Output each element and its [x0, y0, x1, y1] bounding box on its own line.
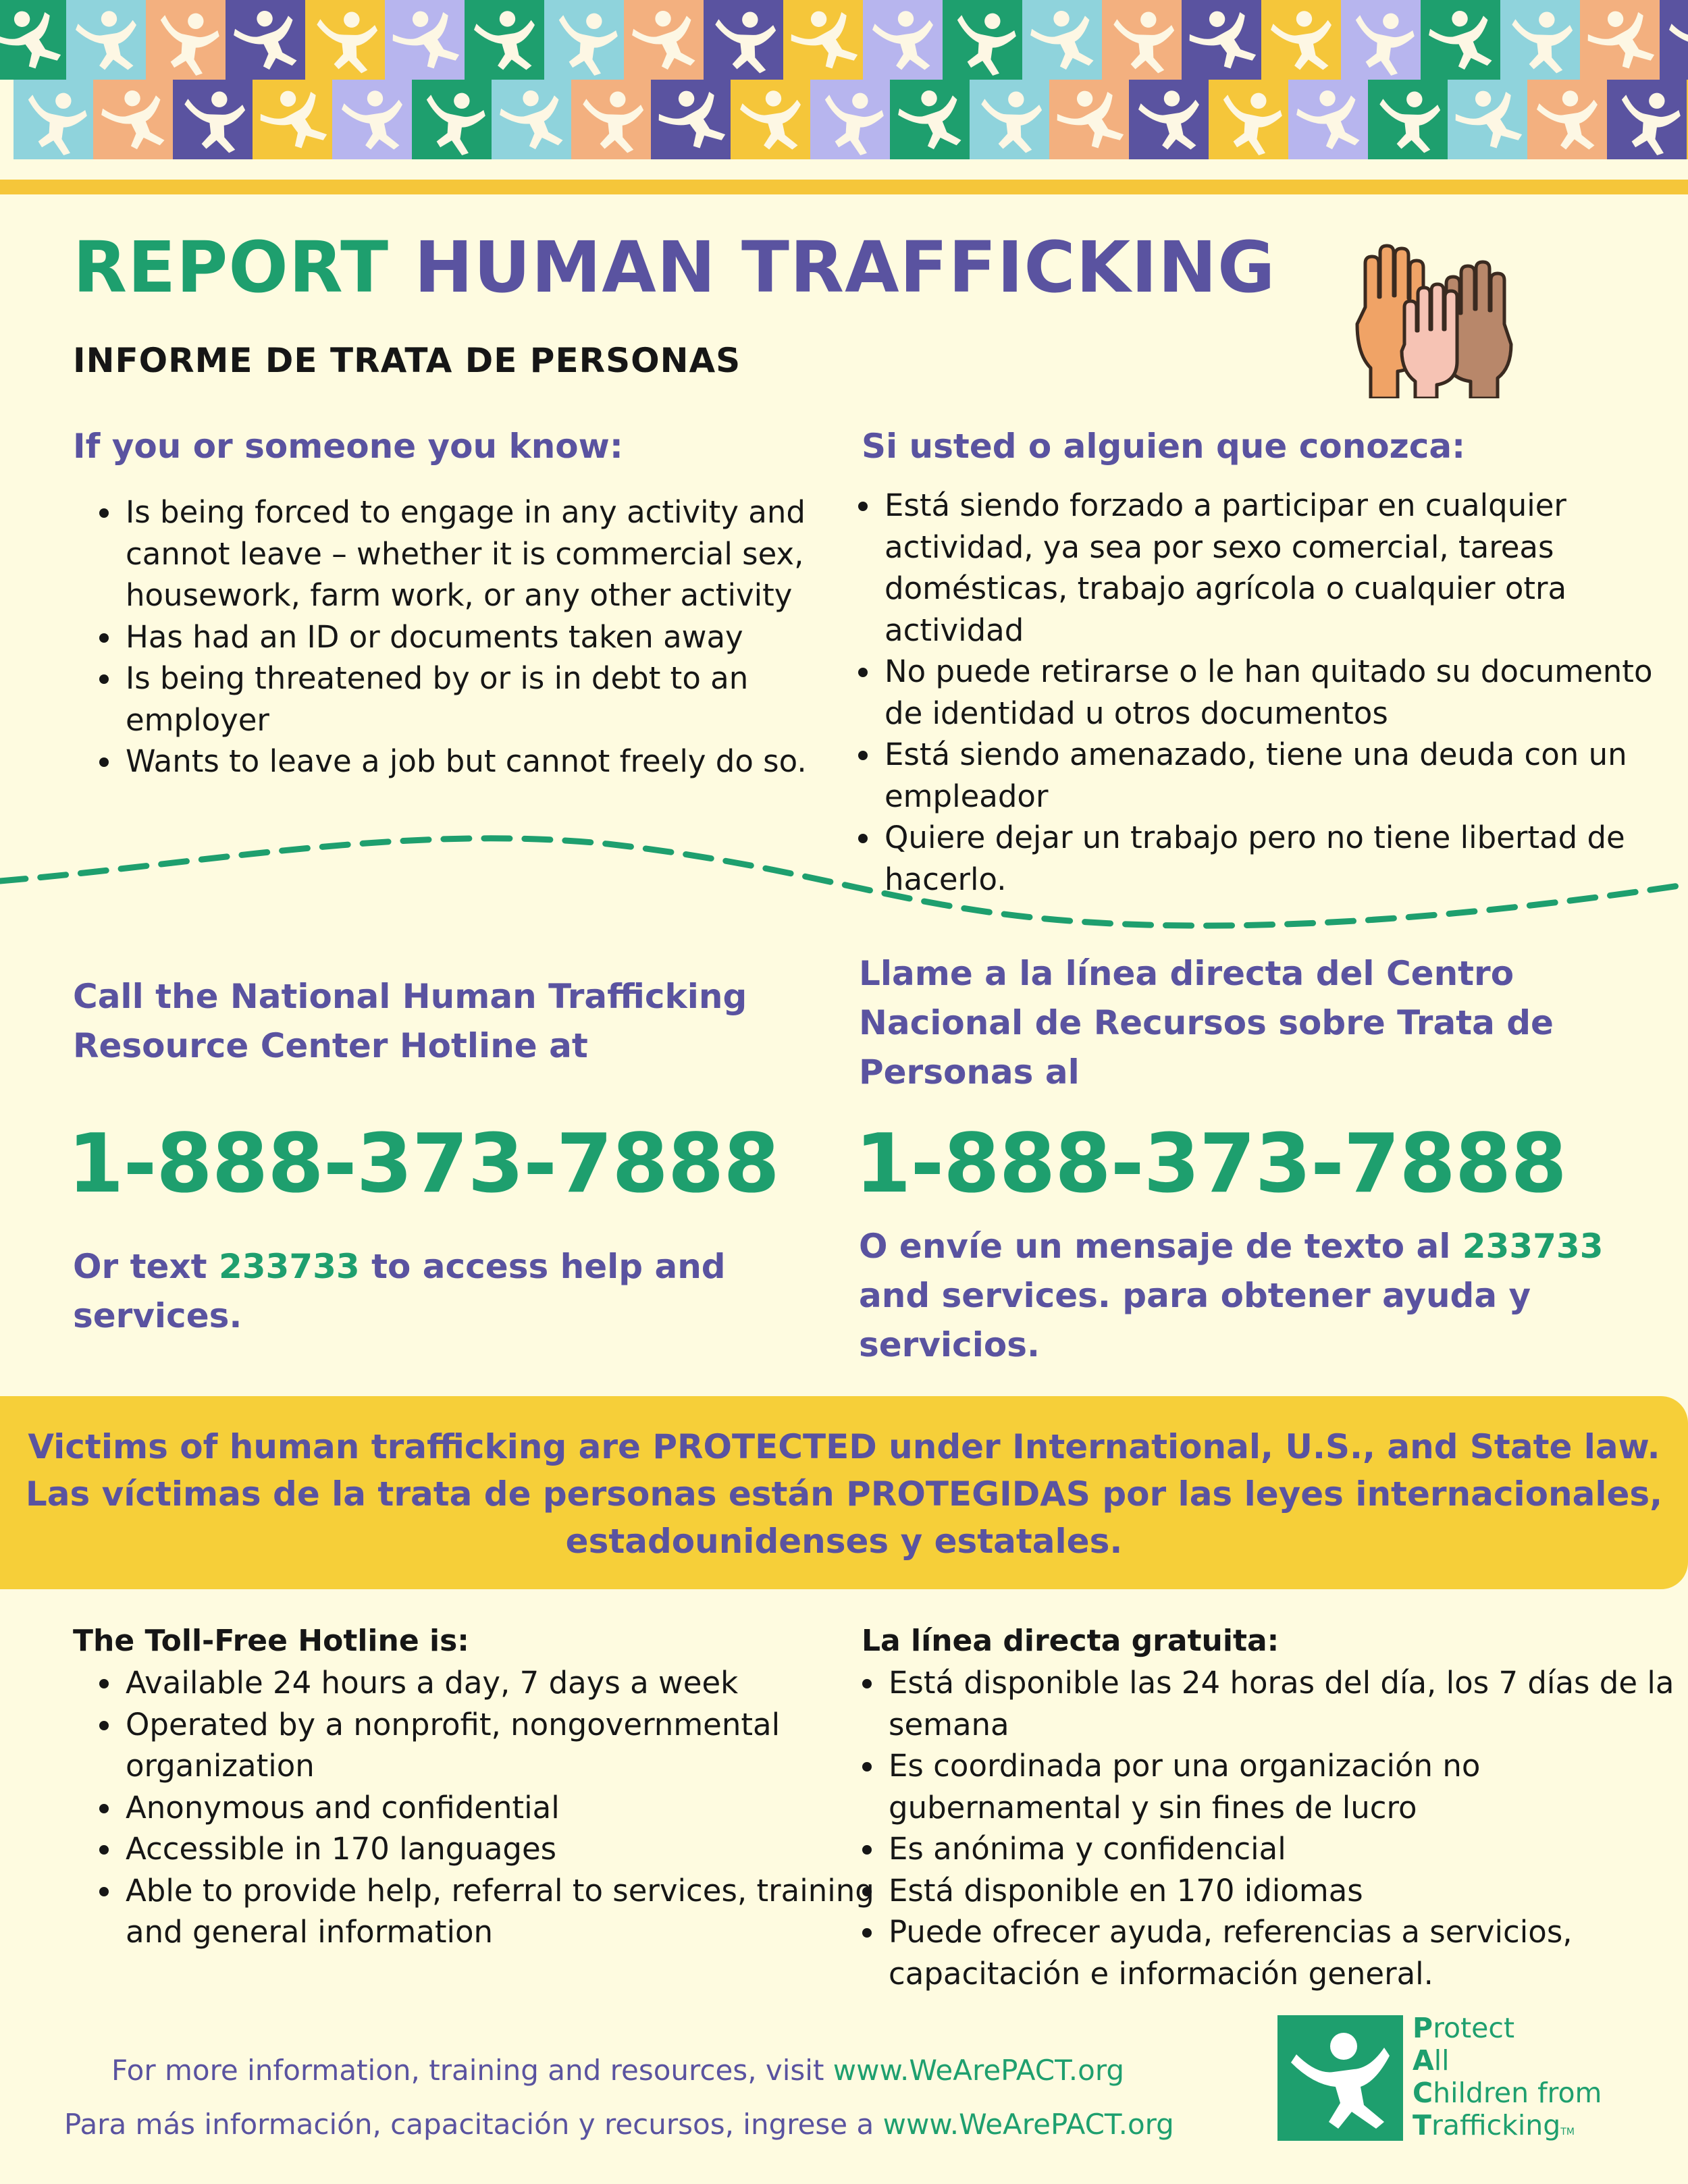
pattern-tile: [0, 0, 66, 80]
pattern-tile: [492, 80, 571, 159]
child-figure-icon: [894, 82, 966, 157]
list-item: • Anonymous and confidential: [123, 1787, 893, 1829]
logo-word: rotect: [1433, 2012, 1515, 2044]
footer-text: For more information, training and resources, visit: [111, 2054, 833, 2087]
child-figure-icon: [544, 0, 624, 81]
english-intro-heading: If you or someone you know:: [73, 427, 623, 466]
text-after: and services. para obtener ayuda y servicios.: [859, 1276, 1531, 1364]
pattern-tile: [1448, 80, 1527, 159]
child-figure-icon: [1425, 2, 1496, 78]
page-title: [73, 226, 1275, 309]
decorative-pattern-band: [0, 0, 1688, 194]
pattern-tile: [226, 0, 305, 80]
list-item: • Está siendo amenazado, tiene una deuda con un empleador: [882, 734, 1688, 817]
pattern-tile: [146, 0, 226, 80]
banner-line: Victims of human trafficking are PROTECTED under International, U.S., and State law.: [28, 1427, 1660, 1466]
pattern-tile: [1607, 80, 1687, 159]
spanish-hotline-number[interactable]: 1-888-373-7888: [855, 1117, 1566, 1211]
child-figure-icon: [253, 78, 332, 161]
pact-logo-mark: [1277, 2015, 1403, 2141]
english-text-instructions: [73, 1242, 856, 1341]
pattern-tile: [1660, 0, 1688, 80]
child-figure-icon: [385, 0, 465, 81]
list-item: • Able to provide help, referral to services, training and general information: [123, 1870, 893, 1953]
child-figure-icon: [76, 7, 136, 73]
child-figure-icon: [1182, 0, 1261, 81]
child-figure-icon: [1138, 86, 1199, 153]
child-figure-icon: [1537, 86, 1598, 153]
child-figure-icon: [810, 78, 890, 161]
spanish-intro-heading: Si usted o alguien que conozca:: [862, 427, 1466, 466]
logo-trademark: TM: [1560, 2127, 1575, 2137]
child-figure-icon: [412, 78, 492, 161]
pattern-tile: [14, 80, 93, 159]
pattern-stripe: [0, 180, 1688, 194]
list-item: • Está disponible las 24 horas del día, los 7 días de la semana: [886, 1662, 1688, 1745]
logo-initial: T: [1413, 2109, 1431, 2141]
child-figure-icon: [651, 78, 731, 161]
spanish-footer: [64, 2108, 1174, 2141]
pattern-tile: [253, 80, 332, 159]
pattern-tile: [810, 80, 890, 159]
pattern-tile: [970, 80, 1049, 159]
pattern-tile: [305, 0, 385, 80]
title-report: REPORT: [73, 226, 390, 309]
footer-link[interactable]: www.WeArePACT.org: [882, 2108, 1174, 2141]
child-figure-icon: [783, 0, 863, 81]
pattern-tile: [1022, 0, 1102, 80]
logo-word: ll: [1433, 2044, 1450, 2077]
child-figure-icon: [1580, 0, 1660, 81]
pact-logo-wordmark: [1413, 2012, 1602, 2148]
child-figure-icon: [740, 86, 801, 153]
child-figure-icon: [575, 82, 647, 157]
list-item: • Is being threatened by or is in debt to an employer: [123, 658, 886, 741]
child-figure-icon: [1209, 78, 1288, 161]
pattern-tile: [1288, 80, 1368, 159]
logo-initial: A: [1413, 2044, 1434, 2077]
child-figure-icon: [1106, 2, 1178, 78]
raised-hands-icon: [1350, 243, 1519, 398]
child-figure-icon: [943, 0, 1022, 81]
list-item: • Está disponible en 170 idiomas: [886, 1870, 1688, 1912]
pattern-tile: [1129, 80, 1209, 159]
child-figure-icon: [872, 7, 933, 73]
pattern-tile: [624, 0, 704, 80]
text-short-code[interactable]: 233733: [218, 1247, 360, 1286]
child-figure-icon: [342, 86, 402, 153]
child-figure-icon: [1372, 82, 1444, 157]
spanish-hotline-heading: La línea directa gratuita:: [862, 1624, 1280, 1658]
child-figure-icon: [974, 82, 1045, 157]
spanish-hotline-features: [836, 1662, 1688, 1994]
list-item: • Es anónima y confidencial: [886, 1828, 1688, 1870]
pattern-tile: [731, 80, 810, 159]
child-figure-icon: [1341, 0, 1421, 81]
child-figure-icon: [1271, 7, 1331, 73]
pattern-tile: [890, 80, 970, 159]
child-figure-icon: [0, 0, 66, 81]
spanish-call-prompt: Llame a la línea directa del Centro Nacional de Recursos sobre Trata de Personas al: [859, 954, 1554, 1092]
text-before: O envíe un mensaje de texto al: [859, 1227, 1462, 1266]
pattern-tile: [332, 80, 412, 159]
list-item: • Has had an ID or documents taken away: [123, 616, 886, 658]
pattern-tile: [1261, 0, 1341, 80]
list-item: • Wants to leave a job but cannot freely do so.: [123, 741, 886, 782]
child-figure-icon: [1448, 78, 1527, 161]
pattern-tile: [93, 80, 173, 159]
pattern-tile: [651, 80, 731, 159]
child-figure-icon: [1669, 7, 1688, 73]
english-call-prompt: Call the National Human Trafficking Resource Center Hotline at: [73, 977, 747, 1065]
child-figure-icon: [496, 82, 567, 157]
child-figure-icon: [146, 0, 226, 81]
pattern-tile: [1527, 80, 1607, 159]
pattern-tile: [863, 0, 943, 80]
list-item: • Está siendo forzado a participar en cualquier actividad, ya sea por sexo comercial, tareas domésticas, trabajo agrícola o cualquier otra actividad: [882, 485, 1688, 651]
pattern-tile: [1500, 0, 1580, 80]
list-item: • Available 24 hours a day, 7 days a week: [123, 1662, 893, 1704]
pattern-tile: [571, 80, 651, 159]
pattern-tile: [943, 0, 1022, 80]
logo-word: hildren from: [1433, 2077, 1602, 2109]
logo-initial: P: [1413, 2012, 1433, 2044]
child-figure-icon: [708, 2, 779, 78]
banner-line: estadounidenses y estatales.: [565, 1522, 1123, 1561]
pattern-tile: [412, 80, 492, 159]
pattern-tile: [1421, 0, 1500, 80]
list-item: • Is being forced to engage in any activity and cannot leave – whether it is commercial sex, housework, farm work, or any other activity: [123, 491, 886, 616]
english-hotline-features: [73, 1662, 893, 1953]
list-item: • Quiere dejar un trabajo pero no tiene libertad de hacerlo.: [882, 817, 1688, 900]
english-hotline-heading: The Toll-Free Hotline is:: [73, 1624, 469, 1658]
list-item: • Operated by a nonprofit, nongovernmental organization: [123, 1704, 893, 1787]
child-figure-icon: [177, 82, 248, 157]
pattern-tile: [1102, 0, 1182, 80]
child-figure-icon: [309, 2, 381, 78]
english-signs-list: [73, 491, 886, 782]
pattern-tile: [704, 0, 783, 80]
footer-text: Para más información, capacitación y recursos, ingrese a: [64, 2108, 883, 2141]
logo-initial: C: [1413, 2077, 1433, 2109]
pattern-tile: [1209, 80, 1288, 159]
page-subtitle: INFORME DE TRATA DE PERSONAS: [73, 341, 741, 380]
footer-link[interactable]: www.WeArePACT.org: [833, 2054, 1125, 2087]
english-footer: [111, 2054, 1124, 2087]
child-figure-icon: [474, 7, 535, 73]
spanish-text-instructions: [859, 1222, 1642, 1370]
logo-word: rafficking: [1431, 2109, 1561, 2141]
pattern-tile: [1368, 80, 1448, 159]
child-figure-icon: [1607, 78, 1687, 161]
pattern-tile: [66, 0, 146, 80]
pattern-tile: [173, 80, 253, 159]
child-figure-icon: [230, 2, 301, 78]
list-item: • No puede retirarse o le han quitado su documento de identidad u otros documentos: [882, 651, 1688, 734]
pattern-tile: [465, 0, 544, 80]
text-before: Or text: [73, 1247, 219, 1286]
child-figure-icon: [97, 82, 169, 157]
text-short-code[interactable]: 233733: [1462, 1227, 1604, 1266]
pattern-tile: [1580, 0, 1660, 80]
list-item: • Es coordinada por una organización no gubernamental y sin fines de lucro: [886, 1745, 1688, 1828]
pattern-tile: [544, 0, 624, 80]
child-figure-icon: [1049, 78, 1129, 161]
pact-figure-icon: [1290, 2027, 1391, 2129]
child-figure-icon: [1504, 2, 1576, 78]
pattern-tile: [1182, 0, 1261, 80]
english-hotline-number[interactable]: 1-888-373-7888: [68, 1117, 779, 1211]
dashed-wave-divider: [0, 810, 1688, 945]
child-figure-icon: [1292, 82, 1364, 157]
child-figure-icon: [14, 78, 93, 161]
protection-banner-text: [0, 1423, 1688, 1565]
list-item: • Puede ofrecer ayuda, referencias a servicios, capacitación e información general.: [886, 1911, 1688, 1994]
list-item: • Accessible in 170 languages: [123, 1828, 893, 1870]
pattern-tile: [1049, 80, 1129, 159]
pattern-tile: [783, 0, 863, 80]
text-after: to access help and services.: [73, 1247, 726, 1335]
child-figure-icon: [1026, 2, 1098, 78]
pattern-tile: [1341, 0, 1421, 80]
child-figure-icon: [628, 2, 700, 78]
title-human-trafficking: HUMAN TRAFFICKING: [414, 226, 1276, 309]
pattern-tile: [385, 0, 465, 80]
banner-line: Las víctimas de la trata de personas están PROTEGIDAS por las leyes internacionales,: [25, 1474, 1663, 1514]
